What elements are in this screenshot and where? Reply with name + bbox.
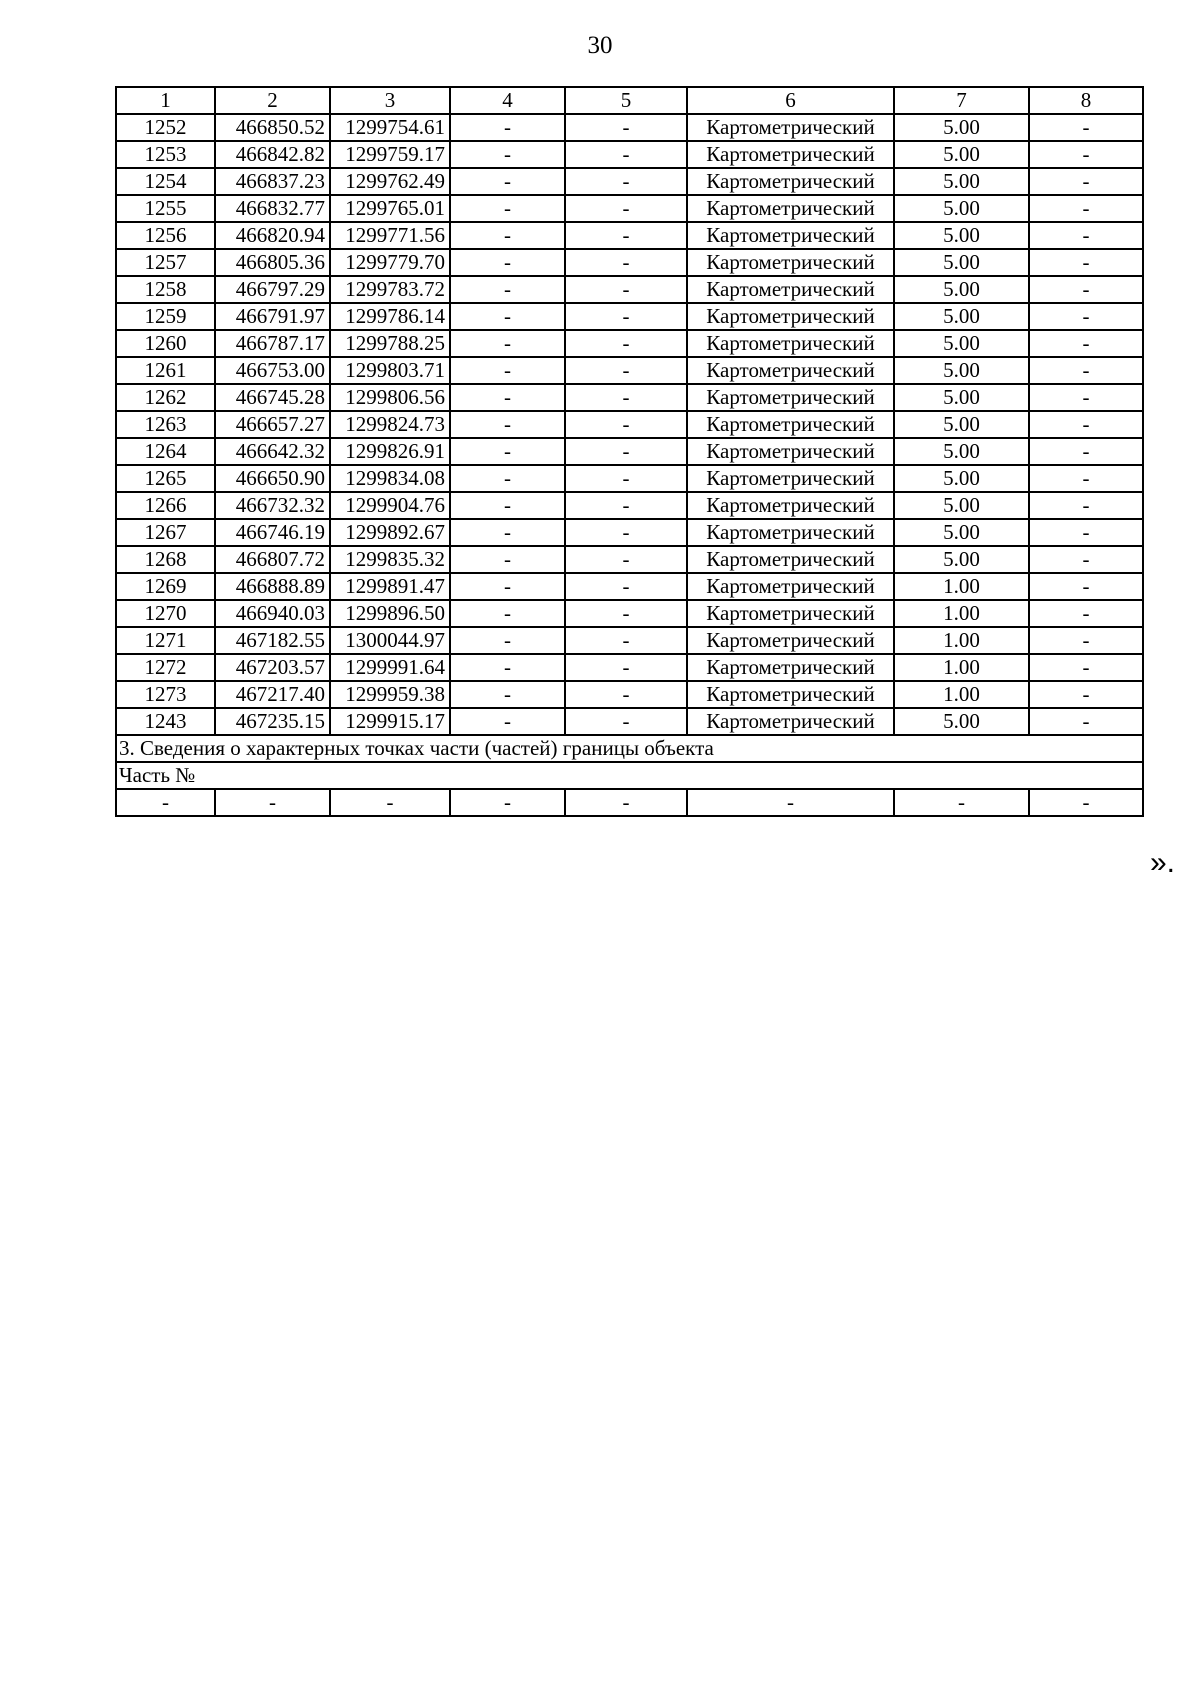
table-cell: 1299765.01 (330, 195, 450, 222)
table-cell: - (1029, 222, 1143, 249)
table-cell: - (1029, 627, 1143, 654)
table-cell: 1299991.64 (330, 654, 450, 681)
table-cell: 1270 (116, 600, 215, 627)
table-cell: - (450, 789, 565, 816)
part-label-row (116, 762, 1143, 789)
table-cell: 1262 (116, 384, 215, 411)
table-row (116, 492, 1143, 519)
table-cell: - (687, 789, 894, 816)
table-cell: - (565, 600, 687, 627)
table-cell: - (450, 627, 565, 654)
table-cell: 467203.57 (215, 654, 330, 681)
table-cell: - (1029, 708, 1143, 735)
table-cell: 1261 (116, 357, 215, 384)
column-header: 5 (565, 87, 687, 114)
table-cell: - (1029, 249, 1143, 276)
table-row (116, 249, 1143, 276)
table-cell: Картометрический (687, 195, 894, 222)
table-cell: 5.00 (894, 222, 1029, 249)
table-cell: - (450, 654, 565, 681)
table-cell: Картометрический (687, 681, 894, 708)
table-cell: 1273 (116, 681, 215, 708)
table-cell: - (450, 600, 565, 627)
table-cell: - (450, 249, 565, 276)
table-cell: - (1029, 384, 1143, 411)
table-cell: - (565, 465, 687, 492)
table-cell: 5.00 (894, 465, 1029, 492)
column-header: 2 (215, 87, 330, 114)
coordinates-table (115, 86, 1144, 817)
table-cell: - (1029, 465, 1143, 492)
table-cell: 466650.90 (215, 465, 330, 492)
table-cell: Картометрический (687, 276, 894, 303)
page-number: 30 (587, 32, 613, 59)
table-cell: 1263 (116, 411, 215, 438)
table-cell: Картометрический (687, 654, 894, 681)
table-cell: 466820.94 (215, 222, 330, 249)
table-cell: 466642.32 (215, 438, 330, 465)
table-cell: Картометрический (687, 600, 894, 627)
table-cell: - (450, 303, 565, 330)
table-cell: - (1029, 168, 1143, 195)
table-cell: 467217.40 (215, 681, 330, 708)
table-cell: 5.00 (894, 438, 1029, 465)
table-cell: - (1029, 438, 1143, 465)
section-title-row (116, 735, 1143, 762)
table-cell: - (565, 114, 687, 141)
table-cell: - (565, 330, 687, 357)
table-cell: 1255 (116, 195, 215, 222)
table-cell: Картометрический (687, 168, 894, 195)
table-cell: - (565, 384, 687, 411)
table-cell: 5.00 (894, 114, 1029, 141)
table-cell: - (1029, 195, 1143, 222)
table-row (116, 600, 1143, 627)
column-header: 7 (894, 87, 1029, 114)
table-cell: Картометрический (687, 546, 894, 573)
column-header: 1 (116, 87, 215, 114)
column-header: 8 (1029, 87, 1143, 114)
table-cell: 466746.19 (215, 519, 330, 546)
table-cell: - (565, 168, 687, 195)
table-body (116, 87, 1143, 816)
column-header: 6 (687, 87, 894, 114)
table-cell: 466888.89 (215, 573, 330, 600)
table-cell: 466753.00 (215, 357, 330, 384)
table-cell: 466791.97 (215, 303, 330, 330)
table-cell: - (1029, 303, 1143, 330)
table-row (116, 114, 1143, 141)
table-row (116, 384, 1143, 411)
table-cell: Картометрический (687, 573, 894, 600)
table-cell: 1299915.17 (330, 708, 450, 735)
table-cell: 1.00 (894, 600, 1029, 627)
table-cell: 466745.28 (215, 384, 330, 411)
table-cell: 466732.32 (215, 492, 330, 519)
table-cell: 1299904.76 (330, 492, 450, 519)
table-cell: - (450, 546, 565, 573)
table-cell: 5.00 (894, 519, 1029, 546)
table-cell: 5.00 (894, 168, 1029, 195)
table-cell: - (565, 789, 687, 816)
table-row (116, 141, 1143, 168)
table-cell: 1299803.71 (330, 357, 450, 384)
table-cell: - (1029, 114, 1143, 141)
table-cell: - (215, 789, 330, 816)
empty-row (116, 789, 1143, 816)
table-cell: - (1029, 492, 1143, 519)
table-cell: 466807.72 (215, 546, 330, 573)
section-title: 3. Сведения о характерных точках части (частей) границы объекта (116, 735, 1143, 762)
table-cell: 1267 (116, 519, 215, 546)
table-cell: - (565, 519, 687, 546)
table-cell: - (450, 465, 565, 492)
table-cell: - (894, 789, 1029, 816)
table-row (116, 654, 1143, 681)
table-cell: - (1029, 654, 1143, 681)
table-cell: - (565, 681, 687, 708)
table-cell: - (1029, 546, 1143, 573)
table-cell: 1299826.91 (330, 438, 450, 465)
table-cell: - (450, 708, 565, 735)
table-cell: 466805.36 (215, 249, 330, 276)
table-cell: 1299779.70 (330, 249, 450, 276)
table-cell: - (565, 546, 687, 573)
table-row (116, 573, 1143, 600)
table-cell: 1299806.56 (330, 384, 450, 411)
table-cell: 5.00 (894, 141, 1029, 168)
table-cell: - (450, 195, 565, 222)
table-cell: 1299759.17 (330, 141, 450, 168)
table-cell: 1299834.08 (330, 465, 450, 492)
table-cell: 466850.52 (215, 114, 330, 141)
table-cell: - (1029, 276, 1143, 303)
table-cell: 5.00 (894, 384, 1029, 411)
table-cell: 1299892.67 (330, 519, 450, 546)
table-row (116, 276, 1143, 303)
table-cell: - (565, 141, 687, 168)
table-cell: 1.00 (894, 681, 1029, 708)
table-cell: 1256 (116, 222, 215, 249)
table-cell: - (450, 573, 565, 600)
table-cell: 1243 (116, 708, 215, 735)
table-cell: 1299891.47 (330, 573, 450, 600)
table-row (116, 222, 1143, 249)
table-cell: - (565, 573, 687, 600)
table-row (116, 546, 1143, 573)
table-cell: - (450, 384, 565, 411)
table-cell: Картометрический (687, 492, 894, 519)
table-cell: 5.00 (894, 330, 1029, 357)
table-cell: - (450, 141, 565, 168)
table-cell: Картометрический (687, 141, 894, 168)
table-cell: 466797.29 (215, 276, 330, 303)
table-cell: 5.00 (894, 411, 1029, 438)
table-cell: 1299896.50 (330, 600, 450, 627)
table-row (116, 303, 1143, 330)
table-cell: 1272 (116, 654, 215, 681)
table-cell: - (565, 357, 687, 384)
table-cell: 1299783.72 (330, 276, 450, 303)
table-cell: Картометрический (687, 249, 894, 276)
table-cell: 1264 (116, 438, 215, 465)
table-cell: - (565, 195, 687, 222)
table-cell: - (1029, 789, 1143, 816)
table-row (116, 411, 1143, 438)
table-cell: 1266 (116, 492, 215, 519)
table-cell: - (450, 492, 565, 519)
table-cell: 1257 (116, 249, 215, 276)
table-cell: 1299788.25 (330, 330, 450, 357)
table-cell: 1260 (116, 330, 215, 357)
table-cell: 467182.55 (215, 627, 330, 654)
table-row (116, 708, 1143, 735)
table-cell: Картометрический (687, 303, 894, 330)
table-row (116, 627, 1143, 654)
table-cell: Картометрический (687, 330, 894, 357)
table-cell: Картометрический (687, 357, 894, 384)
table-cell: 1269 (116, 573, 215, 600)
table-cell: - (1029, 600, 1143, 627)
table-cell: - (1029, 411, 1143, 438)
table-cell: - (450, 357, 565, 384)
table-cell: 1299754.61 (330, 114, 450, 141)
table-cell: 5.00 (894, 546, 1029, 573)
table-cell: - (1029, 330, 1143, 357)
table-cell: Картометрический (687, 114, 894, 141)
table-cell: Картометрический (687, 411, 894, 438)
table-cell: 5.00 (894, 249, 1029, 276)
table-row (116, 330, 1143, 357)
table-cell: - (450, 681, 565, 708)
table-cell: 1299959.38 (330, 681, 450, 708)
table-cell: - (450, 276, 565, 303)
table-cell: Картометрический (687, 465, 894, 492)
table-cell: - (565, 627, 687, 654)
table-cell: 5.00 (894, 276, 1029, 303)
table-cell: - (1029, 681, 1143, 708)
table-cell: - (1029, 519, 1143, 546)
table-row (116, 168, 1143, 195)
table-cell: Картометрический (687, 519, 894, 546)
table-cell: 1265 (116, 465, 215, 492)
table-cell: 5.00 (894, 708, 1029, 735)
table-header-row (116, 87, 1143, 114)
table-cell: 466940.03 (215, 600, 330, 627)
table-cell: Картометрический (687, 438, 894, 465)
table-cell: 1.00 (894, 654, 1029, 681)
table-cell: 5.00 (894, 303, 1029, 330)
table-cell: 1299762.49 (330, 168, 450, 195)
table-cell: - (450, 222, 565, 249)
table-cell: - (565, 303, 687, 330)
table-cell: - (450, 330, 565, 357)
table-cell: 5.00 (894, 357, 1029, 384)
table-cell: Картометрический (687, 627, 894, 654)
table-row (116, 681, 1143, 708)
table-cell: 1268 (116, 546, 215, 573)
table-cell: Картометрический (687, 222, 894, 249)
table-cell: - (450, 438, 565, 465)
column-header: 3 (330, 87, 450, 114)
table-cell: - (565, 276, 687, 303)
table-cell: - (565, 222, 687, 249)
table-cell: 466657.27 (215, 411, 330, 438)
table-cell: 5.00 (894, 195, 1029, 222)
part-label: Часть № (116, 762, 1143, 789)
table-cell: - (565, 249, 687, 276)
table-cell: 1258 (116, 276, 215, 303)
table-cell: 5.00 (894, 492, 1029, 519)
table-cell: - (565, 492, 687, 519)
table-cell: 1299835.32 (330, 546, 450, 573)
table-cell: 1259 (116, 303, 215, 330)
table-row (116, 519, 1143, 546)
table-cell: 466832.77 (215, 195, 330, 222)
table-cell: 466837.23 (215, 168, 330, 195)
closing-quote-mark: ». (1150, 846, 1176, 879)
table-cell: 466842.82 (215, 141, 330, 168)
table-cell: - (450, 519, 565, 546)
table-cell: - (330, 789, 450, 816)
column-header: 4 (450, 87, 565, 114)
table-cell: 1254 (116, 168, 215, 195)
table-row (116, 357, 1143, 384)
table-cell: - (450, 411, 565, 438)
table-cell: 467235.15 (215, 708, 330, 735)
table-cell: - (450, 114, 565, 141)
table-row (116, 438, 1143, 465)
table-cell: 1271 (116, 627, 215, 654)
table-cell: - (565, 411, 687, 438)
table-cell: - (565, 654, 687, 681)
table-cell: - (565, 708, 687, 735)
table-row (116, 465, 1143, 492)
table-row (116, 195, 1143, 222)
table-cell: - (1029, 573, 1143, 600)
table-cell: 1.00 (894, 627, 1029, 654)
table-cell: 1300044.97 (330, 627, 450, 654)
table-cell: - (1029, 141, 1143, 168)
table-cell: - (565, 438, 687, 465)
table-cell: - (116, 789, 215, 816)
table-cell: 1299824.73 (330, 411, 450, 438)
table-cell: 1299786.14 (330, 303, 450, 330)
table-cell: 466787.17 (215, 330, 330, 357)
table-cell: - (450, 168, 565, 195)
table-cell: 1.00 (894, 573, 1029, 600)
table-cell: 1299771.56 (330, 222, 450, 249)
table-cell: Картометрический (687, 384, 894, 411)
table-cell: - (1029, 357, 1143, 384)
table-cell: 1252 (116, 114, 215, 141)
table-cell: Картометрический (687, 708, 894, 735)
table-cell: 1253 (116, 141, 215, 168)
